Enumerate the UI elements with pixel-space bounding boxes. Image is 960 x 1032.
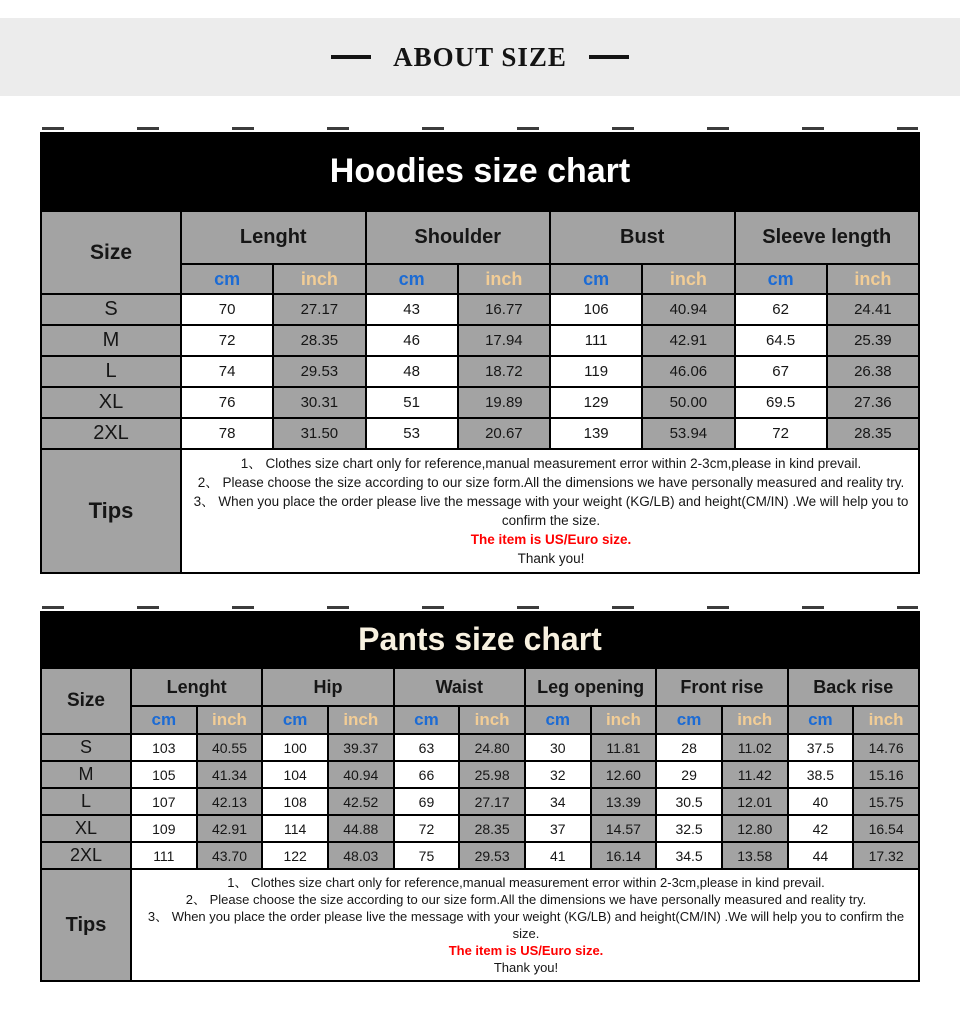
pants-group-header: Hip — [262, 668, 393, 706]
value-cell: 16.14 — [591, 842, 657, 869]
tips-note: 1、 Clothes size chart only for reference,manual measurement error within 2-3cm,please in kind prevail. — [227, 875, 825, 890]
pants-table — [40, 667, 920, 982]
cm-unit-header: cm — [181, 264, 273, 294]
size-cell: L — [41, 356, 181, 387]
hoodies-group-header: Sleeve length — [735, 211, 920, 264]
value-cell: 75 — [394, 842, 460, 869]
cm-unit-header: cm — [550, 264, 642, 294]
cm-unit-header: cm — [735, 264, 827, 294]
value-cell: 107 — [131, 788, 197, 815]
value-cell: 11.81 — [591, 734, 657, 761]
tips-content — [131, 869, 919, 981]
value-cell: 30.5 — [656, 788, 722, 815]
size-cell: S — [41, 734, 131, 761]
value-cell: 53 — [366, 418, 458, 449]
value-cell: 29.53 — [459, 842, 525, 869]
pants-unit-header-row — [41, 706, 919, 734]
tips-note: 3、 When you place the order please live the message with your weight (KG/LB) and height(CM/IN) .We will help you to confirm the size. — [193, 494, 909, 528]
value-cell: 29.53 — [273, 356, 365, 387]
size-cell: XL — [41, 815, 131, 842]
hoodies-group-header: Lenght — [181, 211, 366, 264]
value-cell: 64.5 — [735, 325, 827, 356]
value-cell: 34.5 — [656, 842, 722, 869]
value-cell: 27.36 — [827, 387, 919, 418]
size-column-header: Size — [41, 668, 131, 734]
value-cell: 12.01 — [722, 788, 788, 815]
pants-row-M — [41, 761, 919, 788]
value-cell: 15.16 — [853, 761, 919, 788]
pants-group-header: Back rise — [788, 668, 919, 706]
hoodies-group-header: Shoulder — [366, 211, 551, 264]
size-cell: XL — [41, 387, 181, 418]
value-cell: 42.91 — [197, 815, 263, 842]
value-cell: 17.32 — [853, 842, 919, 869]
value-cell: 111 — [131, 842, 197, 869]
value-cell: 25.98 — [459, 761, 525, 788]
inch-unit-header: inch — [642, 264, 734, 294]
value-cell: 53.94 — [642, 418, 734, 449]
tips-closing: Thank you! — [517, 551, 585, 566]
value-cell: 46 — [366, 325, 458, 356]
left-dash — [331, 55, 371, 59]
value-cell: 12.60 — [591, 761, 657, 788]
pants-size-chart — [40, 611, 920, 982]
value-cell: 28.35 — [459, 815, 525, 842]
hoodies-size-chart — [40, 132, 920, 574]
value-cell: 42.52 — [328, 788, 394, 815]
value-cell: 11.42 — [722, 761, 788, 788]
value-cell: 13.58 — [722, 842, 788, 869]
value-cell: 24.41 — [827, 294, 919, 325]
inch-unit-header: inch — [459, 706, 525, 734]
cm-unit-header: cm — [131, 706, 197, 734]
tips-label: Tips — [41, 869, 131, 981]
value-cell: 43.70 — [197, 842, 263, 869]
inch-unit-header: inch — [273, 264, 365, 294]
value-cell: 27.17 — [459, 788, 525, 815]
size-column-header: Size — [41, 211, 181, 294]
pants-table-body — [41, 734, 919, 869]
value-cell: 66 — [394, 761, 460, 788]
hoodies-table-body — [41, 294, 919, 449]
value-cell: 17.94 — [458, 325, 550, 356]
value-cell: 70 — [181, 294, 273, 325]
value-cell: 24.80 — [459, 734, 525, 761]
hoodies-tips-row — [41, 449, 919, 573]
hoodies-row-S — [41, 294, 919, 325]
inch-unit-header: inch — [458, 264, 550, 294]
value-cell: 129 — [550, 387, 642, 418]
inch-unit-header: inch — [853, 706, 919, 734]
value-cell: 50.00 — [642, 387, 734, 418]
inch-unit-header: inch — [591, 706, 657, 734]
tips-note: 2、 Please choose the size according to our size form.All the dimensions we have personally measured and reality try. — [185, 892, 867, 907]
value-cell: 122 — [262, 842, 328, 869]
hoodies-group-header: Bust — [550, 211, 735, 264]
value-cell: 20.67 — [458, 418, 550, 449]
pants-group-header: Front rise — [656, 668, 787, 706]
tips-note: 1、 Clothes size chart only for reference,manual measurement error within 2-3cm,please in kind prevail. — [240, 456, 862, 471]
about-size-title: ABOUT SIZE — [393, 41, 567, 72]
value-cell: 14.76 — [853, 734, 919, 761]
value-cell: 108 — [262, 788, 328, 815]
inch-unit-header: inch — [722, 706, 788, 734]
value-cell: 28.35 — [827, 418, 919, 449]
value-cell: 31.50 — [273, 418, 365, 449]
hoodies-row-XL — [41, 387, 919, 418]
value-cell: 119 — [550, 356, 642, 387]
value-cell: 72 — [394, 815, 460, 842]
value-cell: 40 — [788, 788, 854, 815]
value-cell: 41.34 — [197, 761, 263, 788]
right-dash — [589, 55, 629, 59]
value-cell: 100 — [262, 734, 328, 761]
value-cell: 38.5 — [788, 761, 854, 788]
value-cell: 109 — [131, 815, 197, 842]
value-cell: 139 — [550, 418, 642, 449]
tips-label: Tips — [41, 449, 181, 573]
size-cell: 2XL — [41, 418, 181, 449]
pants-group-header: Lenght — [131, 668, 262, 706]
tips-note: 2、 Please choose the size according to our size form.All the dimensions we have personally measured and reality try. — [197, 475, 905, 490]
value-cell: 40.94 — [642, 294, 734, 325]
value-cell: 44.88 — [328, 815, 394, 842]
pants-group-header-row — [41, 668, 919, 706]
value-cell: 67 — [735, 356, 827, 387]
cm-unit-header: cm — [656, 706, 722, 734]
size-chart-page — [0, 18, 960, 982]
value-cell: 62 — [735, 294, 827, 325]
size-cell: M — [41, 325, 181, 356]
value-cell: 69 — [394, 788, 460, 815]
inch-unit-header: inch — [197, 706, 263, 734]
pants-group-header: Leg opening — [525, 668, 656, 706]
pants-row-2XL — [41, 842, 919, 869]
value-cell: 105 — [131, 761, 197, 788]
value-cell: 48.03 — [328, 842, 394, 869]
hoodies-row-2XL — [41, 418, 919, 449]
tips-note: 3、 When you place the order please live the message with your weight (KG/LB) and height(CM/IN) .We will help you to confirm the size. — [147, 909, 905, 941]
cm-unit-header: cm — [366, 264, 458, 294]
pants-chart-title: Pants size chart — [40, 611, 920, 667]
tips-highlight: The item is US/Euro size. — [448, 943, 604, 958]
pants-group-header: Waist — [394, 668, 525, 706]
tips-highlight: The item is US/Euro size. — [470, 532, 632, 547]
value-cell: 40.94 — [328, 761, 394, 788]
value-cell: 41 — [525, 842, 591, 869]
value-cell: 27.17 — [273, 294, 365, 325]
hoodies-group-header-row — [41, 211, 919, 264]
inch-unit-header: inch — [328, 706, 394, 734]
value-cell: 114 — [262, 815, 328, 842]
value-cell: 78 — [181, 418, 273, 449]
value-cell: 72 — [181, 325, 273, 356]
value-cell: 30 — [525, 734, 591, 761]
value-cell: 39.37 — [328, 734, 394, 761]
value-cell: 13.39 — [591, 788, 657, 815]
value-cell: 63 — [394, 734, 460, 761]
value-cell: 25.39 — [827, 325, 919, 356]
value-cell: 26.38 — [827, 356, 919, 387]
value-cell: 32 — [525, 761, 591, 788]
value-cell: 18.72 — [458, 356, 550, 387]
hoodies-row-M — [41, 325, 919, 356]
pants-row-XL — [41, 815, 919, 842]
hoodies-row-L — [41, 356, 919, 387]
value-cell: 30.31 — [273, 387, 365, 418]
value-cell: 29 — [656, 761, 722, 788]
value-cell: 28 — [656, 734, 722, 761]
tips-content — [181, 449, 919, 573]
value-cell: 74 — [181, 356, 273, 387]
value-cell: 32.5 — [656, 815, 722, 842]
value-cell: 72 — [735, 418, 827, 449]
value-cell: 43 — [366, 294, 458, 325]
value-cell: 12.80 — [722, 815, 788, 842]
size-cell: S — [41, 294, 181, 325]
value-cell: 106 — [550, 294, 642, 325]
value-cell: 37.5 — [788, 734, 854, 761]
about-size-banner — [0, 18, 960, 96]
value-cell: 111 — [550, 325, 642, 356]
value-cell: 42.91 — [642, 325, 734, 356]
inch-unit-header: inch — [827, 264, 919, 294]
size-cell: L — [41, 788, 131, 815]
value-cell: 34 — [525, 788, 591, 815]
value-cell: 15.75 — [853, 788, 919, 815]
hoodies-chart-title: Hoodies size chart — [40, 132, 920, 210]
value-cell: 76 — [181, 387, 273, 418]
value-cell: 42.13 — [197, 788, 263, 815]
value-cell: 42 — [788, 815, 854, 842]
value-cell: 104 — [262, 761, 328, 788]
cm-unit-header: cm — [788, 706, 854, 734]
value-cell: 16.54 — [853, 815, 919, 842]
value-cell: 46.06 — [642, 356, 734, 387]
size-cell: 2XL — [41, 842, 131, 869]
value-cell: 19.89 — [458, 387, 550, 418]
pants-row-L — [41, 788, 919, 815]
value-cell: 51 — [366, 387, 458, 418]
value-cell: 28.35 — [273, 325, 365, 356]
value-cell: 69.5 — [735, 387, 827, 418]
cm-unit-header: cm — [525, 706, 591, 734]
value-cell: 40.55 — [197, 734, 263, 761]
pants-tips-row — [41, 869, 919, 981]
cm-unit-header: cm — [262, 706, 328, 734]
size-cell: M — [41, 761, 131, 788]
value-cell: 103 — [131, 734, 197, 761]
cm-unit-header: cm — [394, 706, 460, 734]
value-cell: 48 — [366, 356, 458, 387]
value-cell: 16.77 — [458, 294, 550, 325]
value-cell: 14.57 — [591, 815, 657, 842]
value-cell: 44 — [788, 842, 854, 869]
value-cell: 37 — [525, 815, 591, 842]
value-cell: 11.02 — [722, 734, 788, 761]
tips-closing: Thank you! — [493, 960, 559, 975]
pants-row-S — [41, 734, 919, 761]
hoodies-table — [40, 210, 920, 574]
